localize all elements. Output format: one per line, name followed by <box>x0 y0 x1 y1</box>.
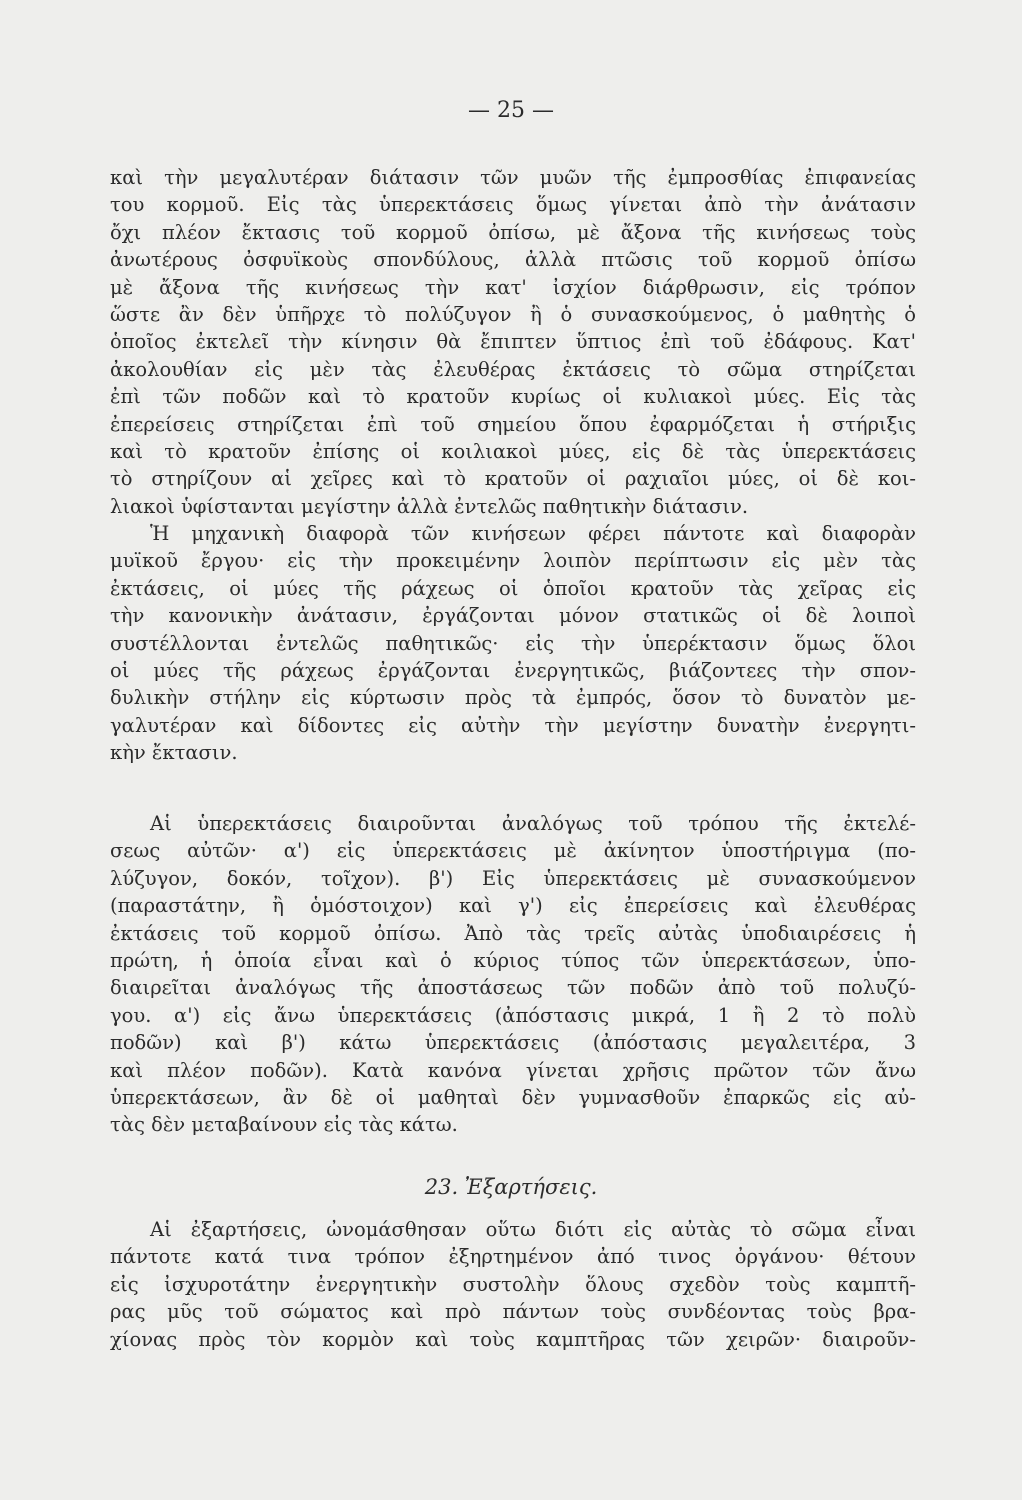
text-line: τὴν κανονικὴν ἀνάτασιν, ἐργάζονται μόνον στατικῶς οἱ δὲ λοιποὶ <box>110 604 916 628</box>
text-line: ἐπερείσεις στηρίζεται ἐπὶ τοῦ σημείου ὅπου ἐφαρμόζεται ἡ στήριξις <box>110 412 916 436</box>
text-line: οἱ μύες τῆς ράχεως ἐργάζονται ἐνεργητικῶς, βιάζοντεες τὴν σπον- <box>110 658 916 682</box>
text-line: εἰς ἰσχυροτάτην ἐνεργητικὴν συστολὴν ὅλους σχεδὸν τοὺς καμπτῆ- <box>110 1272 916 1296</box>
text-line: (παραστάτην, ἢ ὁμόστοιχον) καὶ γ') εἰς ἐπερείσεις καὶ ἐλευθέρας <box>110 894 916 918</box>
text-line: συστέλλονται ἐντελῶς παθητικῶς· εἰς τὴν ὑπερέκτασιν ὅμως ὅλοι <box>110 631 916 655</box>
text-line: δυλικὴν στήλην εἰς κύρτωσιν πρὸς τὰ ἐμπρός, ὅσον τὸ δυνατὸν με- <box>110 686 916 710</box>
text-line: ἐπὶ τῶν ποδῶν καὶ τὸ κρατοῦν κυρίως οἱ κυλιακοὶ μύες. Εἰς τὰς <box>110 385 916 409</box>
text-line: ἀκολουθίαν εἰς μὲν τὰς ἐλευθέρας ἐκτάσεις τὸ σῶμα στηρίζεται <box>110 357 916 381</box>
section-paragraph <box>110 1216 916 1353</box>
paragraph-3 <box>110 810 916 1139</box>
text-line: λιακοὶ ὑφίστανται μεγίστην ἀλλὰ ἐντελῶς παθητικὴν διάτασιν. <box>110 494 749 518</box>
text-line: χίονας πρὸς τὸν κορμὸν καὶ τοὺς καμπτῆρας τῶν χειρῶν· διαιροῦν- <box>110 1327 916 1351</box>
text-line: πρώτη, ἡ ὁποία εἶναι καὶ ὁ κύριος τύπος τῶν ὑπερεκτάσεων, ὑπο- <box>110 948 916 972</box>
text-line: ὑπερεκτάσεων, ἂν δὲ οἱ μαθηταὶ δὲν γυμνασθοῦν ἐπαρκῶς εἰς αὐ- <box>110 1085 916 1109</box>
text-line: Αἱ ὑπερεκτάσεις διαιροῦνται ἀναλόγως τοῦ τρόπου τῆς ἐκτελέ- <box>150 812 916 835</box>
text-line: διαιρεῖται ἀναλόγως τῆς ἀποστάσεως τῶν ποδῶν ἀπὸ τοῦ πολυζύ- <box>110 976 916 1000</box>
text-line: ποδῶν) καὶ β') κάτω ὑπερεκτάσεις (ἀπόστασις μεγαλειτέρα, 3 <box>110 1031 916 1055</box>
text-line: ρας μῦς τοῦ σώματος καὶ πρὸ πάντων τοὺς συνδέοντας τοὺς βρα- <box>110 1300 916 1324</box>
text-line: καὶ τὸ κρατοῦν ἐπίσης οἱ κοιλιακοὶ μύες, εἰς δὲ τὰς ὑπερεκτάσεις <box>110 439 916 463</box>
text-line: μὲ ἄξονα τῆς κινήσεως τὴν κατ' ἰσχίον διάρθρωσιν, εἰς τρόπον <box>110 275 916 299</box>
text-line: του κορμοῦ. Εἰς τὰς ὑπερεκτάσεις ὅμως γίνεται ἀπὸ τὴν ἀνάτασιν <box>110 193 916 217</box>
text-line: ἐκτάσεις, οἱ μύες τῆς ράχεως οἱ ὁποῖοι κρατοῦν τὰς χεῖρας εἰς <box>110 576 916 600</box>
section-heading: 23. Ἐξαρτήσεις. <box>424 1175 598 1199</box>
text-line: τὸ στηρίζουν αἱ χεῖρες καὶ τὸ κρατοῦν οἱ ραχιαῖοι μύες, οἱ δὲ κοι- <box>110 467 916 491</box>
text-line: κὴν ἔκτασιν. <box>110 741 238 765</box>
text-line: γου. α') εἰς ἄνω ὑπερεκτάσεις (ἀπόστασις μικρά, 1 ἢ 2 τὸ πολὺ <box>110 1003 916 1027</box>
text-line: πάντοτε κατά τινα τρόπον ἐξηρτημένον ἀπό τινος ὀργάνου· θέτουν <box>110 1245 916 1269</box>
text-line: ὥστε ἂν δὲν ὑπῆρχε τὸ πολύζυγον ἢ ὁ συνασκούμενος, ὁ μαθητὴς ὁ <box>110 302 916 326</box>
text-line: ἀνωτέρους ὀσφυϊκοὺς σπονδύλους, ἀλλὰ πτῶσις τοῦ κορμοῦ ὀπίσω <box>110 248 916 272</box>
text-line: γαλυτέραν καὶ δίδοντες εἰς αὐτὴν τὴν μεγίστην δυνατὴν ἐνεργητι- <box>110 713 916 737</box>
text-line: Αἱ ἐξαρτήσεις, ὠνομάσθησαν οὕτω διότι εἰς αὐτὰς τὸ σῶμα εἶναι <box>150 1218 916 1241</box>
text-line: μυϊκοῦ ἔργου· εἰς τὴν προκειμένην λοιπὸν περίπτωσιν εἰς μὲν τὰς <box>110 549 916 573</box>
text-line: σεως αὐτῶν· α') εἰς ὑπερεκτάσεις μὲ ἀκίνητον ὑποστήριγμα (πο- <box>110 839 916 863</box>
text-line: καὶ πλέον ποδῶν). Κατὰ κανόνα γίνεται χρῆσις πρῶτον τῶν ἄνω <box>110 1058 916 1082</box>
paragraph-2 <box>110 520 916 767</box>
text-line: ὁποῖος ἐκτελεῖ τὴν κίνησιν θὰ ἔπιπτεν ὕπτιος ἐπὶ τοῦ ἐδάφους. Κατ' <box>110 330 916 354</box>
text-line: Ἡ μηχανικὴ διαφορὰ τῶν κινήσεων φέρει πάντοτε καὶ διαφορὰν <box>150 522 916 545</box>
text-line: ὄχι πλέον ἔκτασις τοῦ κορμοῦ ὀπίσω, μὲ ἄξονα τῆς κινήσεως τοὺς <box>110 220 916 244</box>
text-line: ἐκτάσεις τοῦ κορμοῦ ὀπίσω. Ἀπὸ τὰς τρεῖς αὐτὰς ὑποδιαιρέσεις ἡ <box>110 921 916 945</box>
text-line: τὰς δὲν μεταβαίνουν εἰς τὰς κάτω. <box>110 1113 458 1137</box>
paragraph-1 <box>110 164 916 520</box>
text-line: λύζυγον, δοκόν, τοῖχον). β') Εἰς ὑπερεκτάσεις μὲ συνασκούμενον <box>110 866 916 890</box>
page-number: — 25 — <box>468 98 554 123</box>
text-line: καὶ τὴν μεγαλυτέραν διάτασιν τῶν μυῶν τῆς ἐμπροσθίας ἐπιφανείας <box>110 166 916 189</box>
